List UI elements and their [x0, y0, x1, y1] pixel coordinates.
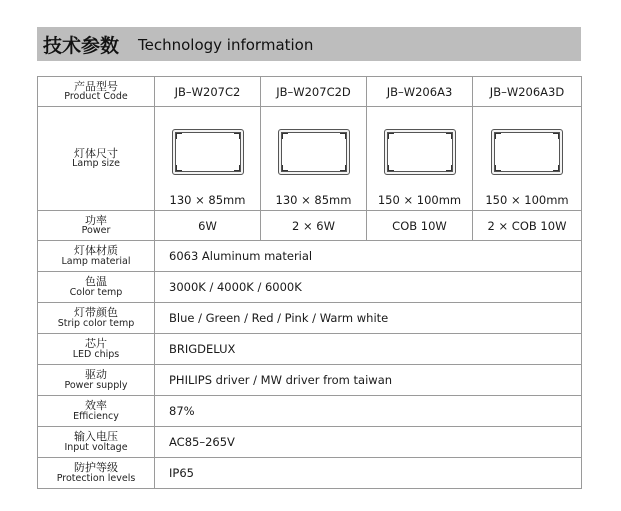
- spec-table: [37, 76, 582, 489]
- lamp-size-value: 130 × 85mm: [169, 193, 246, 207]
- row-product-code: [38, 77, 582, 107]
- protection-levels-value: IP65: [155, 458, 582, 489]
- row-power: [38, 211, 582, 241]
- power-supply-value: PHILIPS driver / MW driver from taiwan: [155, 365, 582, 396]
- power-cell: 6W: [155, 211, 261, 241]
- label-cn: 防护等级: [74, 461, 118, 475]
- product-code-cell: JB–W207C2D: [261, 77, 367, 107]
- label-cn: 驱动: [85, 368, 107, 382]
- section-title-en: Technology information: [138, 36, 314, 54]
- label-en: Power supply: [64, 379, 128, 391]
- lamp-size-cell: [155, 107, 261, 211]
- row-strip-color: [38, 303, 582, 334]
- label-input-voltage: [38, 427, 155, 458]
- row-efficiency: [38, 396, 582, 427]
- label-strip-color: [38, 303, 155, 334]
- lamp-size-value: 150 × 100mm: [485, 193, 569, 207]
- row-power-supply: [38, 365, 582, 396]
- row-input-voltage: [38, 427, 582, 458]
- row-lamp-size: [38, 107, 582, 211]
- led-chips-value: BRIGDELUX: [155, 334, 582, 365]
- label-efficiency: [38, 396, 155, 427]
- lamp-size-cell: [261, 107, 367, 211]
- row-led-chips: [38, 334, 582, 365]
- label-en: Input voltage: [64, 441, 128, 453]
- label-en: Lamp size: [72, 158, 120, 170]
- label-lamp-size: [38, 107, 155, 211]
- power-cell: COB 10W: [367, 211, 473, 241]
- lamp-outline-icon: [491, 129, 563, 175]
- row-protection-levels: [38, 458, 582, 489]
- lamp-outline-icon: [278, 129, 350, 175]
- power-cell: 2 × 6W: [261, 211, 367, 241]
- label-led-chips: [38, 334, 155, 365]
- label-cn: 灯带颜色: [74, 306, 118, 320]
- label-en: LED chips: [72, 348, 120, 360]
- lamp-size-value: 130 × 85mm: [275, 193, 352, 207]
- label-en: Protection levels: [56, 472, 136, 484]
- product-code-cell: JB–W206A3D: [473, 77, 582, 107]
- lamp-size-cell: [367, 107, 473, 211]
- label-cn: 输入电压: [74, 430, 118, 444]
- label-protection-levels: [38, 458, 155, 489]
- label-en: Power: [81, 225, 111, 237]
- label-cn: 效率: [85, 399, 107, 413]
- label-power: [38, 211, 155, 241]
- label-cn: 功率: [85, 213, 107, 227]
- row-lamp-material: [38, 241, 582, 272]
- lamp-outline-icon: [384, 129, 456, 175]
- lamp-outline-icon: [172, 129, 244, 175]
- row-color-temp: [38, 272, 582, 303]
- label-en: Color temp: [69, 286, 123, 298]
- color-temp-value: 3000K / 4000K / 6000K: [155, 272, 582, 303]
- power-cell: 2 × COB 10W: [473, 211, 582, 241]
- lamp-size-cell: [473, 107, 582, 211]
- label-cn: 产品型号: [74, 79, 118, 93]
- label-en: Lamp material: [61, 255, 131, 267]
- product-code-cell: JB–W207C2: [155, 77, 261, 107]
- label-cn: 芯片: [85, 337, 107, 351]
- label-product-code: [38, 77, 155, 107]
- label-en: Efficiency: [73, 410, 119, 422]
- label-color-temp: [38, 272, 155, 303]
- lamp-material-value: 6063 Aluminum material: [155, 241, 582, 272]
- product-code-cell: JB–W206A3: [367, 77, 473, 107]
- lamp-size-value: 150 × 100mm: [377, 193, 462, 207]
- label-cn: 色温: [85, 275, 107, 289]
- strip-color-value: Blue / Green / Red / Pink / Warm white: [155, 303, 582, 334]
- input-voltage-value: AC85–265V: [155, 427, 582, 458]
- label-en: Strip color temp: [57, 317, 135, 329]
- label-en: Product Code: [64, 91, 128, 103]
- section-title-bar: [37, 27, 581, 61]
- section-title-cn: 技术参数: [43, 35, 120, 57]
- label-lamp-material: [38, 241, 155, 272]
- efficiency-value: 87%: [155, 396, 582, 427]
- label-cn: 灯体尺寸: [74, 146, 118, 160]
- label-cn: 灯体材质: [74, 244, 118, 258]
- label-power-supply: [38, 365, 155, 396]
